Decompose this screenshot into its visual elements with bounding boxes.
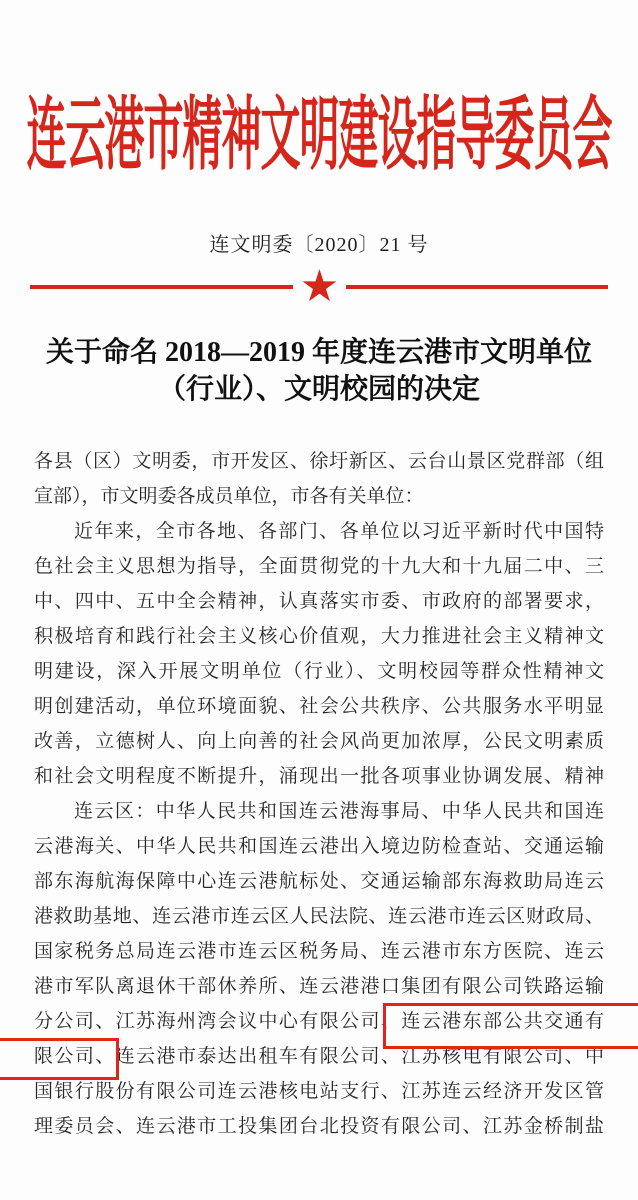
body-line: 理委员会、连云港市工投集团台北投资有限公司、江苏金桥制盐: [34, 1116, 604, 1137]
body-line: 宣部），市文明委各成员单位，市各有关单位：: [34, 486, 424, 507]
body-line: 近年来，全市各地、各部门、各单位以习近平新时代中国特: [74, 521, 604, 542]
star-divider: [0, 263, 638, 311]
body-line: 改善，立德树人、向上向善的社会风尚更加浓厚，公民文明素质: [34, 731, 604, 752]
document-body: [34, 444, 604, 1144]
body-line: 部东海航海保障中心连云港航标处、交通运输部东海救助局连云: [34, 871, 604, 892]
body-line: 港救助基地、连云港市连云区人民法院、连云港市连云区财政局、: [34, 906, 604, 927]
body-line: 限公司、连云港市泰达出租车有限公司、江苏核电有限公司、中: [34, 1046, 604, 1067]
body-line: 各县（区）文明委，市开发区、徐圩新区、云台山景区党群部（组: [34, 451, 604, 472]
document-number: 连文明委〔2020〕21 号: [209, 234, 429, 256]
body-line: 明创建活动，单位环境面貌、社会公共秩序、公共服务水平明显: [34, 696, 604, 717]
document-title: [0, 334, 638, 408]
star-icon: ★: [299, 261, 340, 312]
divider-line-left: [30, 285, 293, 289]
body-line: 中、四中、五中全会精神，认真落实市委、市政府的部署要求，: [34, 591, 604, 612]
body-line: 国家税务总局连云港市连云区税务局、连云港市东方医院、连云: [34, 941, 604, 962]
body-line: 明建设，深入开展文明单位（行业）、文明校园等群众性精神文: [34, 661, 604, 682]
body-line: 色社会主义思想为指导，全面贯彻党的十九大和十九届二中、三: [34, 556, 604, 577]
body-line: 积极培育和践行社会主义核心价值观，大力推进社会主义精神文: [34, 626, 604, 647]
divider-line-right: [346, 285, 608, 289]
document-title-line1: 关于命名 2018—2019 年度连云港市文明单位: [45, 337, 592, 368]
body-line: 和社会文明程度不断提升，涌现出一批各项事业协调发展、精神: [34, 766, 604, 787]
body-line: 连云区：中华人民共和国连云港海事局、中华人民共和国连: [74, 801, 604, 822]
body-line: 国银行股份有限公司连云港核电站支行、江苏连云经济开发区管: [34, 1081, 604, 1102]
body-line: 分公司、江苏海州湾会议中心有限公司、连云港东部公共交通有: [34, 1011, 604, 1032]
body-line: 云港海关、中华人民共和国连云港出入境边防检查站、交通运输: [34, 836, 604, 857]
document-title-line2: （行业）、文明校园的决定: [157, 374, 480, 405]
body-line: 港市军队离退休干部休养所、连云港港口集团有限公司铁路运输: [34, 976, 604, 997]
letterhead-title: 连云港市精神文明建设指导委员会: [26, 90, 612, 180]
